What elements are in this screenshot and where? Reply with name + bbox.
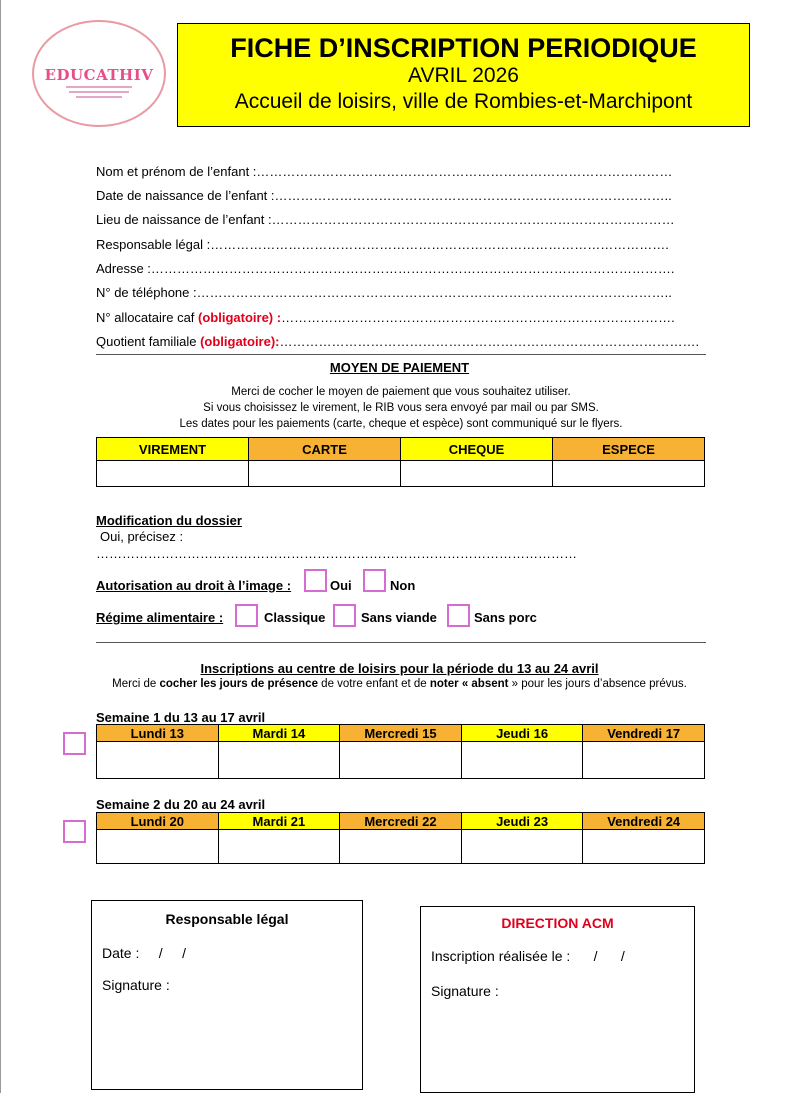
day-cell[interactable] [461,742,583,779]
birth-place-field[interactable]: Lieu de naissance de l’enfant :………………………………………………………………………………… [96,212,675,227]
page-title: FICHE D’INSCRIPTION PERIODIQUE [230,33,697,63]
phone-field[interactable]: N° de téléphone :……………………………………………………………………………………………….. [96,285,672,300]
day-header: Jeudi 23 [461,813,583,830]
direction-registered: Inscription réalisée le : / / [431,948,625,964]
image-rights-yes-checkbox[interactable] [304,569,327,592]
birth-date-field[interactable]: Date de naissance de l’enfant :……………………………………………………………………………….. [96,188,672,203]
payment-cell[interactable] [401,461,553,487]
payment-cell[interactable] [553,461,705,487]
day-cell[interactable] [340,830,462,864]
week-1-table [96,724,705,779]
divider [96,354,706,355]
diet-classique-label: Classique [264,610,326,625]
payment-header: CARTE [249,438,401,461]
diet-sans-porc-checkbox[interactable] [447,604,470,627]
diet-classique-checkbox[interactable] [235,604,258,627]
direction-signature-label: Signature : [431,983,499,999]
payment-table [96,437,705,487]
registration-info: Merci de cocher les jours de présence de votre enfant et de noter « absent » pour les jours d’absence prévus. [112,678,687,690]
month: AVRIL 2026 [408,64,519,87]
image-rights-no-checkbox[interactable] [363,569,386,592]
modification-detail: Oui, précisez : [100,529,184,544]
week-2-table [96,812,705,864]
page-edge [0,0,1,1093]
day-header: Mercredi 22 [340,813,462,830]
payment-header: VIREMENT [97,438,249,461]
logo-tagline [66,86,132,101]
payment-cell[interactable] [249,461,401,487]
header-banner [177,23,750,127]
payment-title: MOYEN DE PAIEMENT [329,360,470,375]
address-field[interactable]: Adresse :…………………………………………………………………………………………………………. [96,261,675,276]
direction-box-title: DIRECTION ACM [501,915,614,931]
payment-header: CHEQUE [401,438,553,461]
diet-sans-viande-label: Sans viande [361,610,437,625]
diet-sans-viande-checkbox[interactable] [333,604,356,627]
logo [32,20,166,127]
payment-header: ESPECE [553,438,705,461]
diet-sans-porc-label: Sans porc [474,610,537,625]
day-header: Lundi 13 [97,725,219,742]
day-header: Jeudi 16 [461,725,583,742]
payment-info-2: Si vous choisissez le virement, le RIB vous sera envoyé par mail ou par SMS. [203,402,599,414]
image-rights-yes-label: Oui [330,578,352,593]
week-1-title: Semaine 1 du 13 au 17 avril [96,710,266,725]
day-cell[interactable] [97,742,219,779]
week-2-title: Semaine 2 du 20 au 24 avril [96,797,266,812]
qf-field[interactable]: Quotient familiale (obligatoire):……………………………………………………………………………………. [96,334,700,349]
guardian-field[interactable]: Responsable légal :……………………………………………………………………………………………. [96,237,669,252]
direction-box[interactable] [420,906,695,1093]
guardian-signature-label: Signature : [102,977,170,993]
guardian-box-title: Responsable légal [165,911,289,927]
day-header: Mercredi 15 [340,725,462,742]
day-header: Mardi 14 [218,725,340,742]
modification-title: Modification du dossier [96,513,242,528]
day-cell[interactable] [461,830,583,864]
day-cell[interactable] [218,830,340,864]
payment-info-1: Merci de cocher le moyen de paiement que vous souhaitez utiliser. [231,386,571,398]
child-name-field[interactable]: Nom et prénom de l’enfant :…………………………………………………………………………………… [96,164,673,179]
modification-field[interactable]: ………………………………………………………………………………………………… [96,546,577,561]
week-2-checkbox[interactable] [63,820,86,843]
week-1-checkbox[interactable] [63,732,86,755]
day-cell[interactable] [583,830,705,864]
day-header: Lundi 20 [97,813,219,830]
day-cell[interactable] [97,830,219,864]
logo-text: EDUCATHIV [44,66,154,84]
payment-info-3: Les dates pour les paiements (carte, cheque et espèce) sont communiqué sur le flyers. [179,418,623,430]
day-header: Vendredi 17 [583,725,705,742]
registration-title: Inscriptions au centre de loisirs pour la période du 13 au 24 avril [200,661,599,676]
day-cell[interactable] [340,742,462,779]
image-rights-label: Autorisation au droit à l’image : [96,578,292,593]
payment-cell[interactable] [97,461,249,487]
day-cell[interactable] [218,742,340,779]
day-header: Vendredi 24 [583,813,705,830]
caf-field[interactable]: N° allocataire caf (obligatoire) :………………………………………………………………………………. [96,310,675,325]
guardian-signature-box[interactable] [91,900,363,1090]
diet-label: Régime alimentaire : [96,610,224,625]
day-cell[interactable] [583,742,705,779]
divider [96,642,706,643]
subtitle: Accueil de loisirs, ville de Rombies-et-Marchipont [234,90,693,113]
day-header: Mardi 21 [218,813,340,830]
image-rights-no-label: Non [390,578,416,593]
guardian-date: Date : / / [102,945,187,961]
